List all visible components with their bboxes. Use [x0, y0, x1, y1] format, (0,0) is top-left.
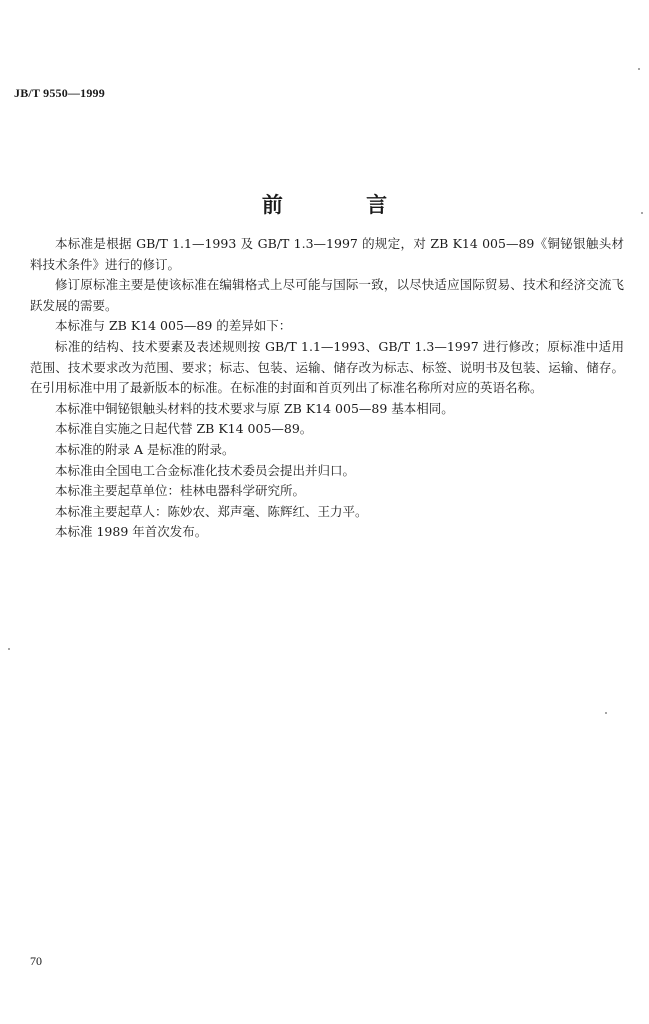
paragraph-purpose: 修订原标准主要是使该标准在编辑格式上尽可能与国际一致，以尽快适应国际贸易、技术和经济交流飞跃发展的需要。	[30, 277, 624, 313]
paragraph-basis: 本标准是根据 GB/T 1.1—1993 及 GB/T 1.3—1997 的规定，对 ZB K14 005—89《铜铋银触头材料技术条件》进行的修订。	[30, 236, 624, 272]
scan-speck	[605, 712, 607, 714]
standard-code: JB/T 9550—1999	[14, 86, 105, 100]
paragraph-appendix: 本标准的附录 A 是标准的附录。	[55, 441, 235, 457]
paragraph-drafting-unit: 本标准主要起草单位：桂林电器科学研究所。	[55, 483, 306, 499]
paragraph-drafters: 本标准主要起草人：陈妙农、郑声毫、陈辉红、王力平。	[55, 503, 368, 519]
scan-speck	[641, 212, 643, 214]
paragraph-differences-intro: 本标准与 ZB K14 005—89 的差异如下：	[55, 318, 292, 334]
paragraph-replacement: 本标准自实施之日起代替 ZB K14 005—89。	[55, 421, 313, 437]
paragraph-technical-requirements: 本标准中铜铋银触头材料的技术要求与原 ZB K14 005—89 基本相同。	[55, 400, 454, 416]
foreword-body	[30, 234, 624, 543]
scan-speck	[8, 648, 10, 650]
paragraph-differences-detail: 标准的结构、技术要素及表述规则按 GB/T 1.1—1993、GB/T 1.3—1997 进行修改；原标准中适用范围、技术要求改为范围、要求；标志、包装、运输、储存改为标志、标签、说明书及包装、运输、储存。在引用标准中用了最新版本的标准。在标准的封面和首页列出了标准名称所对应的英语名称。	[30, 338, 624, 396]
paragraph-proposer: 本标准由全国电工合金标准化技术委员会提出并归口。	[55, 462, 356, 478]
paragraph-first-issue: 本标准 1989 年首次发布。	[55, 524, 208, 540]
scan-speck	[638, 68, 640, 70]
page-number: 70	[30, 954, 42, 968]
page-title: 前 言	[261, 192, 426, 217]
